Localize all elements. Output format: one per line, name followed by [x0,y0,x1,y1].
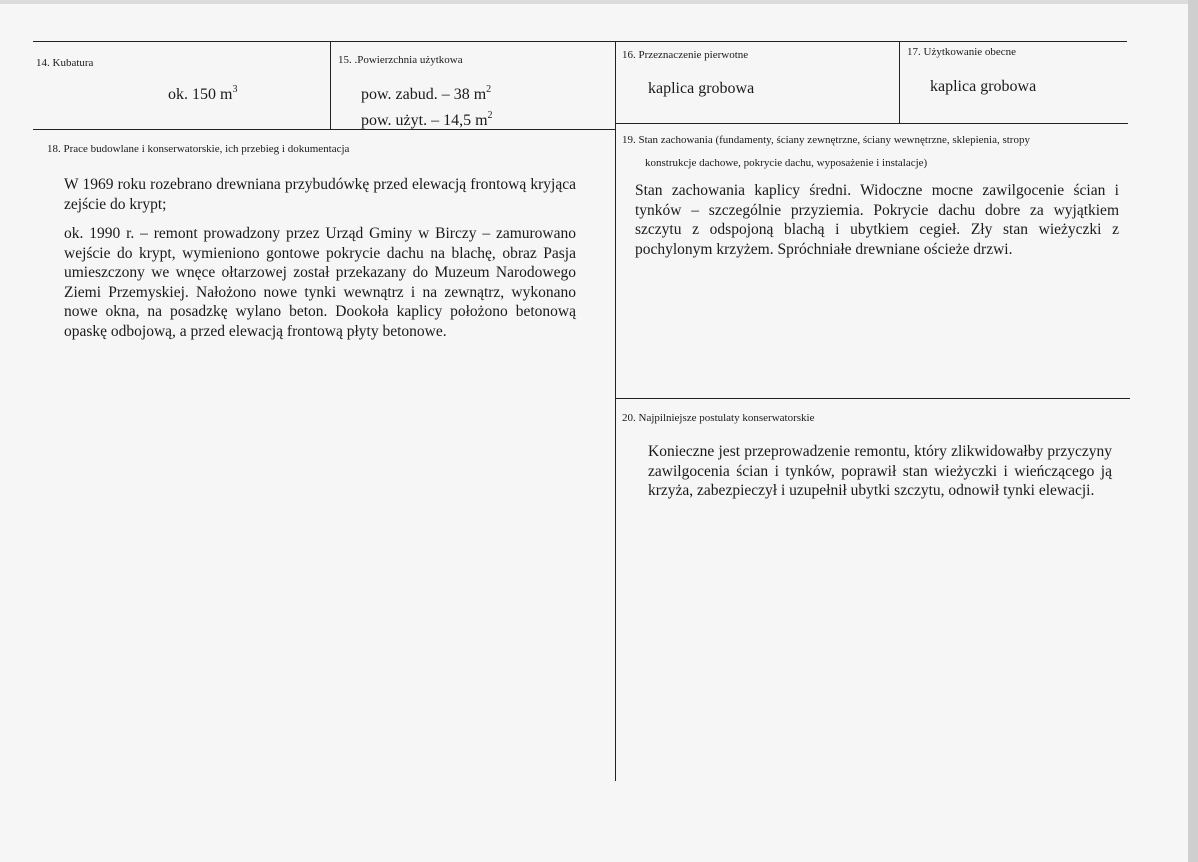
rule-col-main [615,41,616,781]
rule-col-14-15 [330,41,331,129]
field-19-text: Stan zachowania kaplicy średni. Widoczne mocne zawilgocenie ścian i tynków – szczególnie przyziemia. Pokrycie dachu dobre za wyjątkiem szczytu z odspojoną blachą i ubytkiem cegieł. Zły stan wieżyczki z pochylonym krzyżem. Spróchniałe drewniane ościeże drzwi. [635,182,1119,258]
field-15-line2 [361,112,493,130]
field-14-sup: 3 [232,84,238,95]
field-15-label: 15. .Powierzchnia użytkowa [338,54,463,66]
field-18-label: 18. Prace budowlane i konserwatorskie, ich przebieg i dokumentacja [47,143,350,155]
field-19-label-line1: 19. Stan zachowania (fundamenty, ściany zewnętrzne, ściany wewnętrzne, sklepienia, stropy [622,134,1030,146]
field-20-label: 20. Najpilniejsze postulaty konserwatorskie [622,412,815,424]
field-14-value [168,86,237,104]
field-15-line1 [361,86,491,104]
rule-section20-top [616,398,1130,399]
rule-top [33,41,1127,42]
field-14-label: 14. Kubatura [36,57,94,69]
field-18-paragraph-2: ok. 1990 r. – remont prowadzony przez Urząd Gminy w Birczy – zamurowano wejście do krypt, wymieniono gontowe pokrycie dachu na blachę, obraz Pasja umieszczony we wnęce ołtarzowej został przekazany do Muzeum Narodowego Ziemi Przemyskiej. Nałożono nowe tynki wewnątrz i na zewnątrz, wykonano nowe okna, na posadzkę wylano beton. Dookoła kaplicy położono betonową opaskę odbojową, a przed elewacją frontową płyty betonowe. [64,225,576,340]
field-15-line2-text: pow. użyt. – 14,5 m [361,112,488,129]
field-14-text: ok. 150 m [168,86,233,103]
field-16-label: 16. Przeznaczenie pierwotne [622,49,749,61]
field-19-label-line2: konstrukcje dachowe, pokrycie dachu, wyposażenie i instalacje) [645,157,928,169]
field-15-line1-text: pow. zabud. – 38 m [361,86,487,103]
field-15-line1-sup: 2 [486,84,492,95]
field-17-value: kaplica grobowa [930,78,1037,95]
rule-col-16-17 [899,41,900,123]
field-17-label: 17. Użytkowanie obecne [907,46,1017,58]
rule-row1-bottom [33,129,616,130]
rule-row1-bottom-right [616,123,1128,124]
page-right-edge [1188,0,1198,862]
field-18-paragraph-1: W 1969 roku rozebrano drewniana przybudówkę przed elewacją frontową kryjąca zejście do krypt; [64,176,576,213]
page-top-edge [0,0,1198,4]
field-20-text: Konieczne jest przeprowadzenie remontu, który zlikwidowałby przyczyny zawilgocenia ścian i tynków, poprawił stan wieżyczki i wieńczącego ją krzyża, zabezpieczył i uzupełnił ubytki szczytu, odnowił tynki elewacji. [648,443,1112,499]
field-16-value: kaplica grobowa [648,80,755,97]
field-15-line2-sup: 2 [487,110,493,121]
